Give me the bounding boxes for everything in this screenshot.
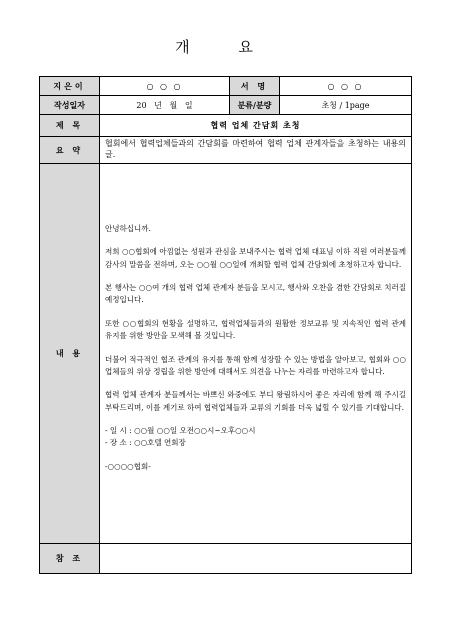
name-label: 서 명 xyxy=(230,77,280,96)
subject-value: 협력 업체 간담회 초청 xyxy=(100,115,412,137)
category-label: 분류/분량 xyxy=(230,96,280,115)
summary-value: 협회에서 협력업체들과의 간담회를 마련하여 협력 업체 관계자들을 초청하는 내용의 글. xyxy=(100,137,412,164)
paragraph-4: 더불어 적극적인 협조 관계의 유지를 통해 함께 성장할 수 있는 방법을 알아보고, 협회와 ○○업체들의 위상 정립을 위한 방안에 대해서도 의견을 나누는 자리를 마련하고자 합니다. xyxy=(105,354,406,376)
reference-value xyxy=(100,544,412,574)
summary-label: 요 약 xyxy=(40,137,100,164)
document-title: 개 요 xyxy=(175,38,275,56)
signature-text: -○○○○협회- xyxy=(105,461,151,471)
reference-label: 참 조 xyxy=(40,544,100,574)
subject-row xyxy=(40,115,412,137)
paragraph-2: 본 행사는 ○○여 개의 협력 업체 관계자 분들을 모시고, 행사와 오찬을 겸한 간담회로 치러질 예정입니다. xyxy=(105,283,406,305)
greeting-text: 안녕하십니까. xyxy=(105,223,151,233)
summary-row xyxy=(40,137,412,164)
paragraph-3: 또한 ○○협회의 현황을 설명하고, 협력업체들과의 원활한 정보교류 및 지속적인 협력 관계 유지를 위한 방안을 모색해 볼 것입니다. xyxy=(105,318,406,341)
subject-label: 제 목 xyxy=(40,115,100,137)
event-place: - 장 소 : ○○호텔 연회장 xyxy=(105,438,186,448)
author-row xyxy=(40,77,412,96)
summary-form-table xyxy=(39,76,412,574)
event-time: - 일 시 : ○○월 ○○일 오전○○시~오후○○시 xyxy=(105,426,256,435)
date-row xyxy=(40,96,412,115)
content-body xyxy=(100,164,412,544)
author-label: 지은이 xyxy=(40,77,100,96)
author-value: ○ ○ ○ xyxy=(100,77,230,96)
content-row xyxy=(40,164,412,544)
reference-row xyxy=(40,544,412,574)
date-value: 20 년 월 일 xyxy=(100,96,230,115)
paragraph-1: 저희 ○○협회에 아낌없는 성원과 관심을 보내주시는 협력 업체 대표님 이하 직원 여러분들께 감사의 말씀을 전하며, 오는 ○○월 ○○일에 개최할 협력 업체 간담회에 초청하고자 합니다. xyxy=(105,247,406,269)
paragraph-5: 협력 업체 관계자 분들께서는 바쁘신 와중에도 부디 왕림하시어 좋은 자리에 함께 해 주시길 부탁드리며, 이를 계기로 하여 협력업체들과 교류의 기회를 더욱 넓힐 수 있기를 기대합니다. xyxy=(105,390,406,412)
date-label: 작성일자 xyxy=(40,96,100,115)
content-label: 내 용 xyxy=(40,164,100,544)
category-value: 초청 / 1page xyxy=(280,96,412,115)
name-value: ○ ○ ○ xyxy=(280,77,412,96)
